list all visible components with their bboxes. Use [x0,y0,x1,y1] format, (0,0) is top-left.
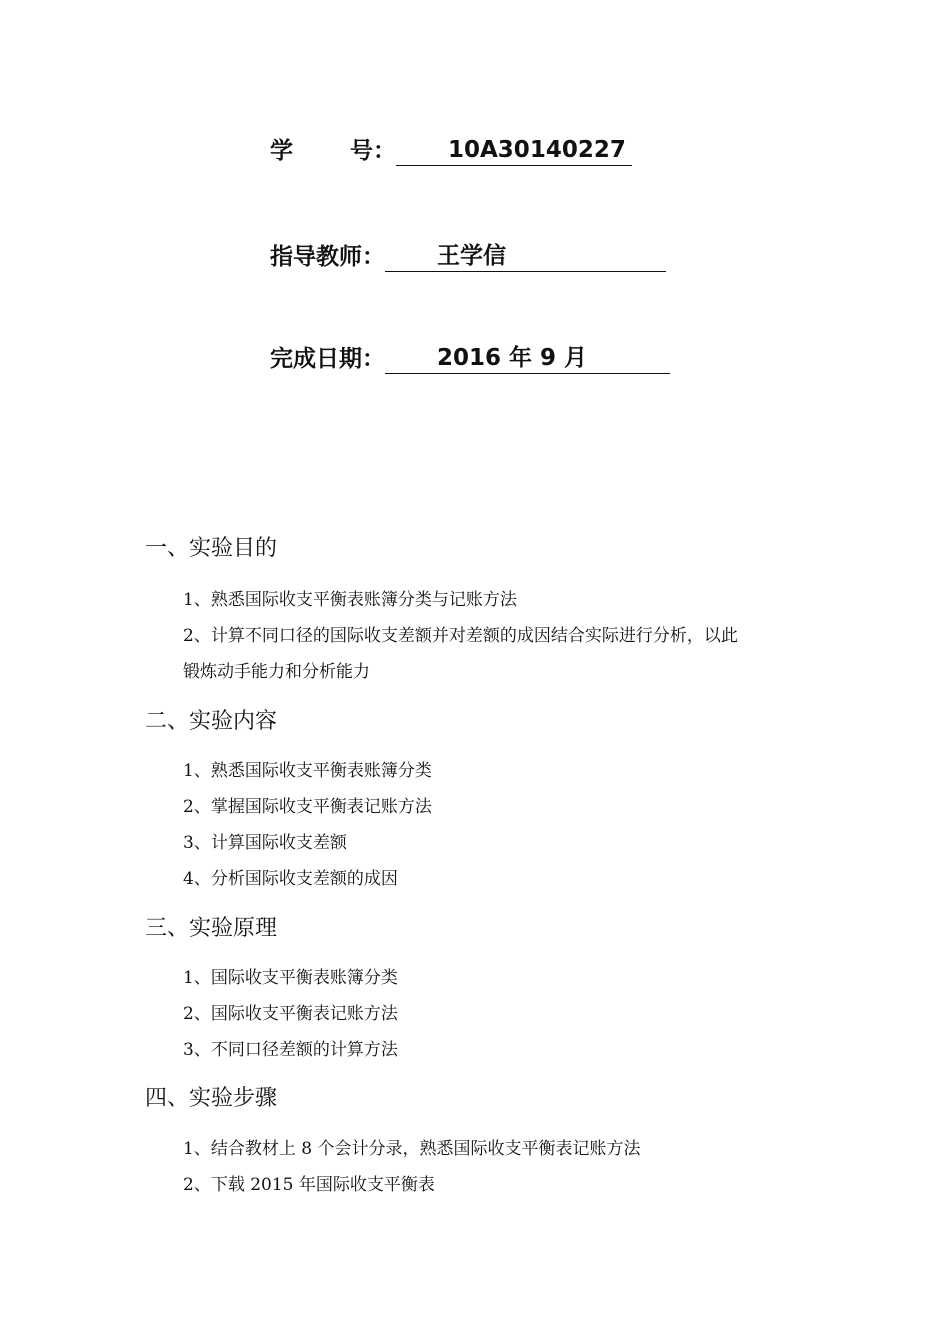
list-item: 锻炼动手能力和分析能力 [183,662,370,682]
student-id-value: 10A30140227 [396,139,632,166]
section-title-steps: 四、实验步骤 [145,1086,278,1111]
list-item: 1、熟悉国际收支平衡表账簿分类 [183,761,432,781]
date-value: 2016 年 9 月 [385,347,670,374]
list-item: 2、下载 2015 年国际收支平衡表 [183,1175,435,1195]
advisor-value: 王学信 [385,245,666,272]
list-item: 2、掌握国际收支平衡表记账方法 [183,797,432,817]
section-title-objective: 一、实验目的 [145,536,278,561]
list-item: 2、国际收支平衡表记账方法 [183,1004,398,1024]
section-title-principle: 三、实验原理 [145,916,278,941]
section-title-content: 二、实验内容 [145,709,278,734]
list-item: 2、计算不同口径的国际收支差额并对差额的成因结合实际进行分析，以此 [183,626,738,646]
date-label: 完成日期： [270,346,385,372]
list-item: 3、不同口径差额的计算方法 [183,1040,398,1060]
student-id-label-part-2: 号： [350,138,396,164]
student-id-label [270,140,396,166]
date-row [270,340,670,374]
student-id-row [270,132,632,166]
advisor-row [270,238,666,272]
list-item: 3、计算国际收支差额 [183,833,347,853]
list-item: 1、国际收支平衡表账簿分类 [183,968,398,988]
list-item: 1、结合教材上 8 个会计分录，熟悉国际收支平衡表记账方法 [183,1139,641,1159]
list-item: 1、熟悉国际收支平衡表账簿分类与记账方法 [183,590,517,610]
advisor-label: 指导教师： [270,244,385,270]
list-item: 4、分析国际收支差额的成因 [183,869,398,889]
student-id-label-part-1: 学 [270,138,293,164]
